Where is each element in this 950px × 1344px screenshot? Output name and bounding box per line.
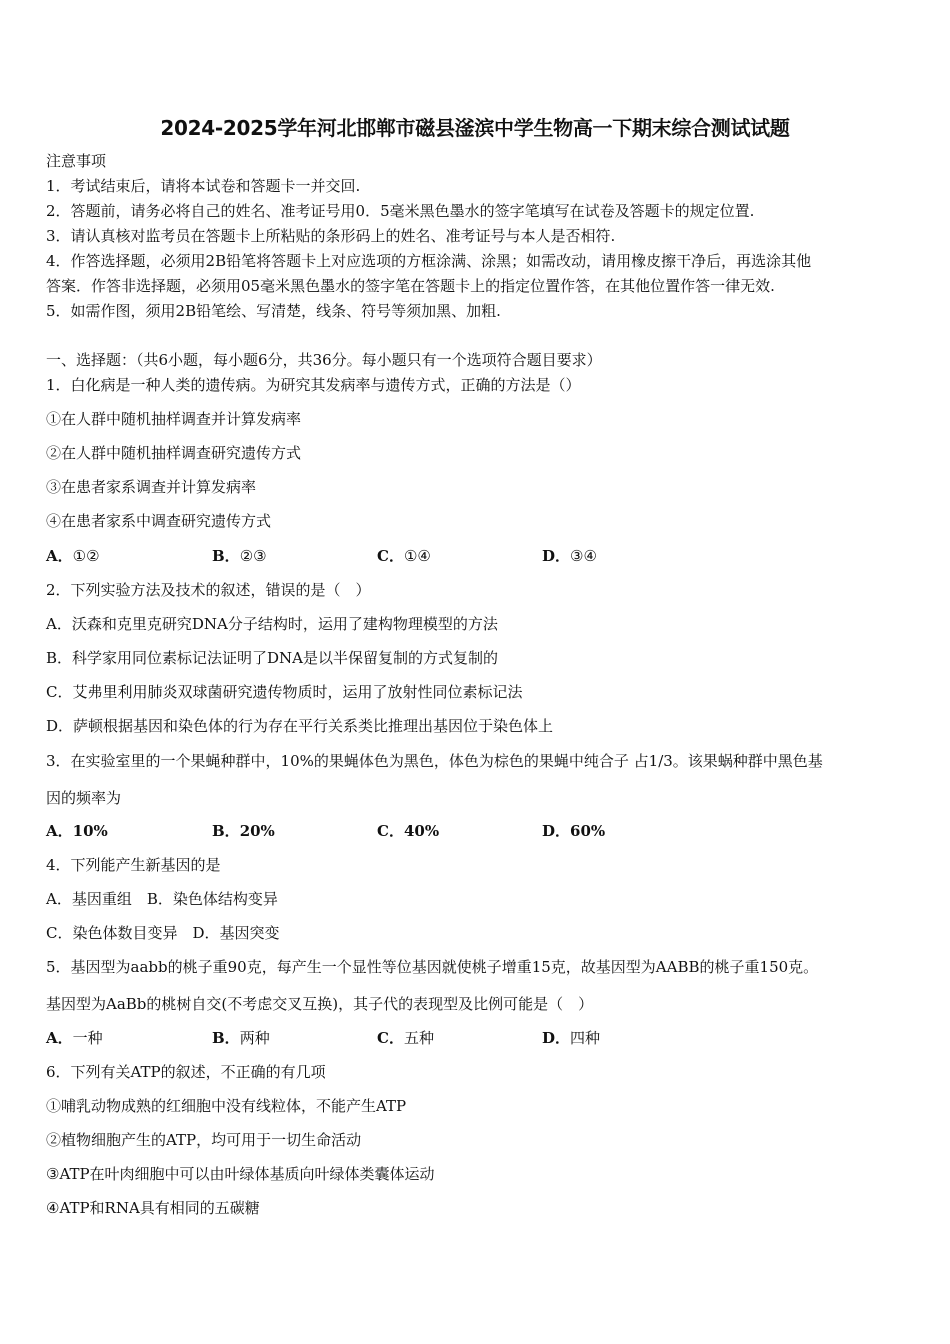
question-1-option-d: [542, 546, 597, 566]
question-1-item: ①在人群中随机抽样调查并计算发病率: [46, 410, 302, 428]
question-5-stem: 5．基因型为aabb的桃子重90克，每产生一个显性等位基因就使桃子增重15克，故基因型为AABB的桃子重150克。: [46, 958, 819, 976]
question-2-option-a: A．沃森和克里克研究DNA分子结构时，运用了建构物理模型的方法: [46, 615, 498, 633]
question-6-stem: 6．下列有关ATP的叙述，不正确的有几项: [46, 1063, 326, 1081]
option-text: 四种: [570, 1029, 601, 1047]
option-text: 10%: [72, 822, 108, 840]
option-label: A．: [46, 547, 73, 565]
question-2-stem: 2．下列实验方法及技术的叙述，错误的是（ ）: [46, 581, 371, 599]
question-1-item: ②在人群中随机抽样调查研究遗传方式: [46, 444, 302, 462]
question-5-option-b: [212, 1028, 270, 1048]
option-text: 五种: [403, 1029, 434, 1047]
option-text: 一种: [72, 1029, 103, 1047]
option-text: ②③: [239, 547, 267, 565]
option-label: B．: [212, 547, 240, 565]
page-title: 2024-2025学年河北邯郸市磁县滏滨中学生物高一下期末综合测试试题: [160, 116, 790, 140]
notice-item: 3．请认真核对监考员在答题卡上所粘贴的条形码上的姓名、准考证号与本人是否相符.: [46, 227, 616, 245]
option-text: 60%: [570, 822, 606, 840]
notice-item: 5．如需作图，须用2B铅笔绘、写清楚，线条、符号等须加黑、加粗.: [46, 302, 501, 320]
question-2-option-c: C．艾弗里利用肺炎双球菌研究遗传物质时，运用了放射性同位素标记法: [46, 683, 523, 701]
option-label: D．: [542, 547, 571, 565]
question-6-item: ①哺乳动物成熟的红细胞中没有线粒体，不能产生ATP: [46, 1097, 407, 1115]
question-4-options-row: C．染色体数目变异 D．基因突变: [46, 924, 280, 942]
question-3-option-c: [377, 821, 439, 841]
question-6-item: ③ATP在叶肉细胞中可以由叶绿体基质向叶绿体类囊体运动: [46, 1165, 435, 1183]
option-text: ③④: [570, 547, 597, 565]
option-label: A．: [46, 822, 73, 840]
option-text: ①②: [72, 547, 100, 565]
option-label: D．: [542, 822, 571, 840]
option-label: B．: [212, 1029, 240, 1047]
question-1-item: ③在患者家系调查并计算发病率: [46, 478, 257, 496]
notice-item: 2．答题前，请务必将自己的姓名、准考证号用0．5毫米黑色墨水的签字笔填写在试卷及答题卡的规定位置.: [46, 202, 755, 220]
option-label: C．: [377, 1029, 404, 1047]
question-2-option-d: D．萨顿根据基因和染色体的行为存在平行关系类比推理出基因位于染色体上: [46, 717, 554, 735]
question-5-stem-cont: 基因型为AaBb的桃树自交(不考虑交叉互换)，其子代的表现型及比例可能是（ ）: [46, 995, 594, 1013]
option-label: C．: [377, 547, 404, 565]
question-2-option-b: B．科学家用同位素标记法证明了DNA是以半保留复制的方式复制的: [46, 649, 499, 667]
option-text: 两种: [239, 1029, 270, 1047]
question-1-option-a: [46, 546, 100, 566]
question-1-option-c: [377, 546, 431, 566]
option-text: 40%: [403, 822, 440, 840]
notice-item: 4．作答选择题，必须用2B铅笔将答题卡上对应选项的方框涂满、涂黑；如需改动，请用橡皮擦干净后，再选涂其他: [46, 252, 812, 270]
question-1-option-b: [212, 546, 267, 566]
question-1-item: ④在患者家系中调查研究遗传方式: [46, 512, 272, 530]
option-label: D．: [542, 1029, 571, 1047]
question-4-options-row: A．基因重组 B．染色体结构变异: [46, 890, 278, 908]
question-3-option-d: [542, 821, 605, 841]
option-text: 20%: [239, 822, 275, 840]
notice-heading: 注意事项: [46, 152, 107, 170]
notice-item: 1．考试结束后，请将本试卷和答题卡一并交回.: [46, 177, 361, 195]
section-heading: 一、选择题：（共6小题，每小题6分，共36分。每小题只有一个选项符合题目要求）: [46, 351, 602, 369]
question-3-stem: 3．在实验室里的一个果蝇种群中，10%的果蝇体色为黑色，体色为棕色的果蝇中纯合子 占1/3。该果蜗种群中黑色基: [46, 752, 823, 770]
question-4-stem: 4．下列能产生新基因的是: [46, 856, 221, 874]
question-6-item: ②植物细胞产生的ATP，均可用于一切生命活动: [46, 1131, 362, 1149]
question-3-option-b: [212, 821, 275, 841]
option-label: A．: [46, 1029, 73, 1047]
question-6-item: ④ATP和RNA具有相同的五碳糖: [46, 1199, 260, 1217]
question-5-option-c: [377, 1028, 434, 1048]
question-3-option-a: [46, 821, 108, 841]
question-3-stem-cont: 因的频率为: [46, 789, 122, 807]
question-5-option-a: [46, 1028, 103, 1048]
question-5-option-d: [542, 1028, 600, 1048]
option-label: B．: [212, 822, 240, 840]
notice-item: 答案．作答非选择题，必须用05毫米黑色墨水的签字笔在答题卡上的指定位置作答，在其他位置作答一律无效.: [46, 277, 775, 295]
question-1-stem: 1．白化病是一种人类的遗传病。为研究其发病率与遗传方式，正确的方法是（）: [46, 376, 581, 394]
option-label: C．: [377, 822, 404, 840]
option-text: ①④: [403, 547, 431, 565]
